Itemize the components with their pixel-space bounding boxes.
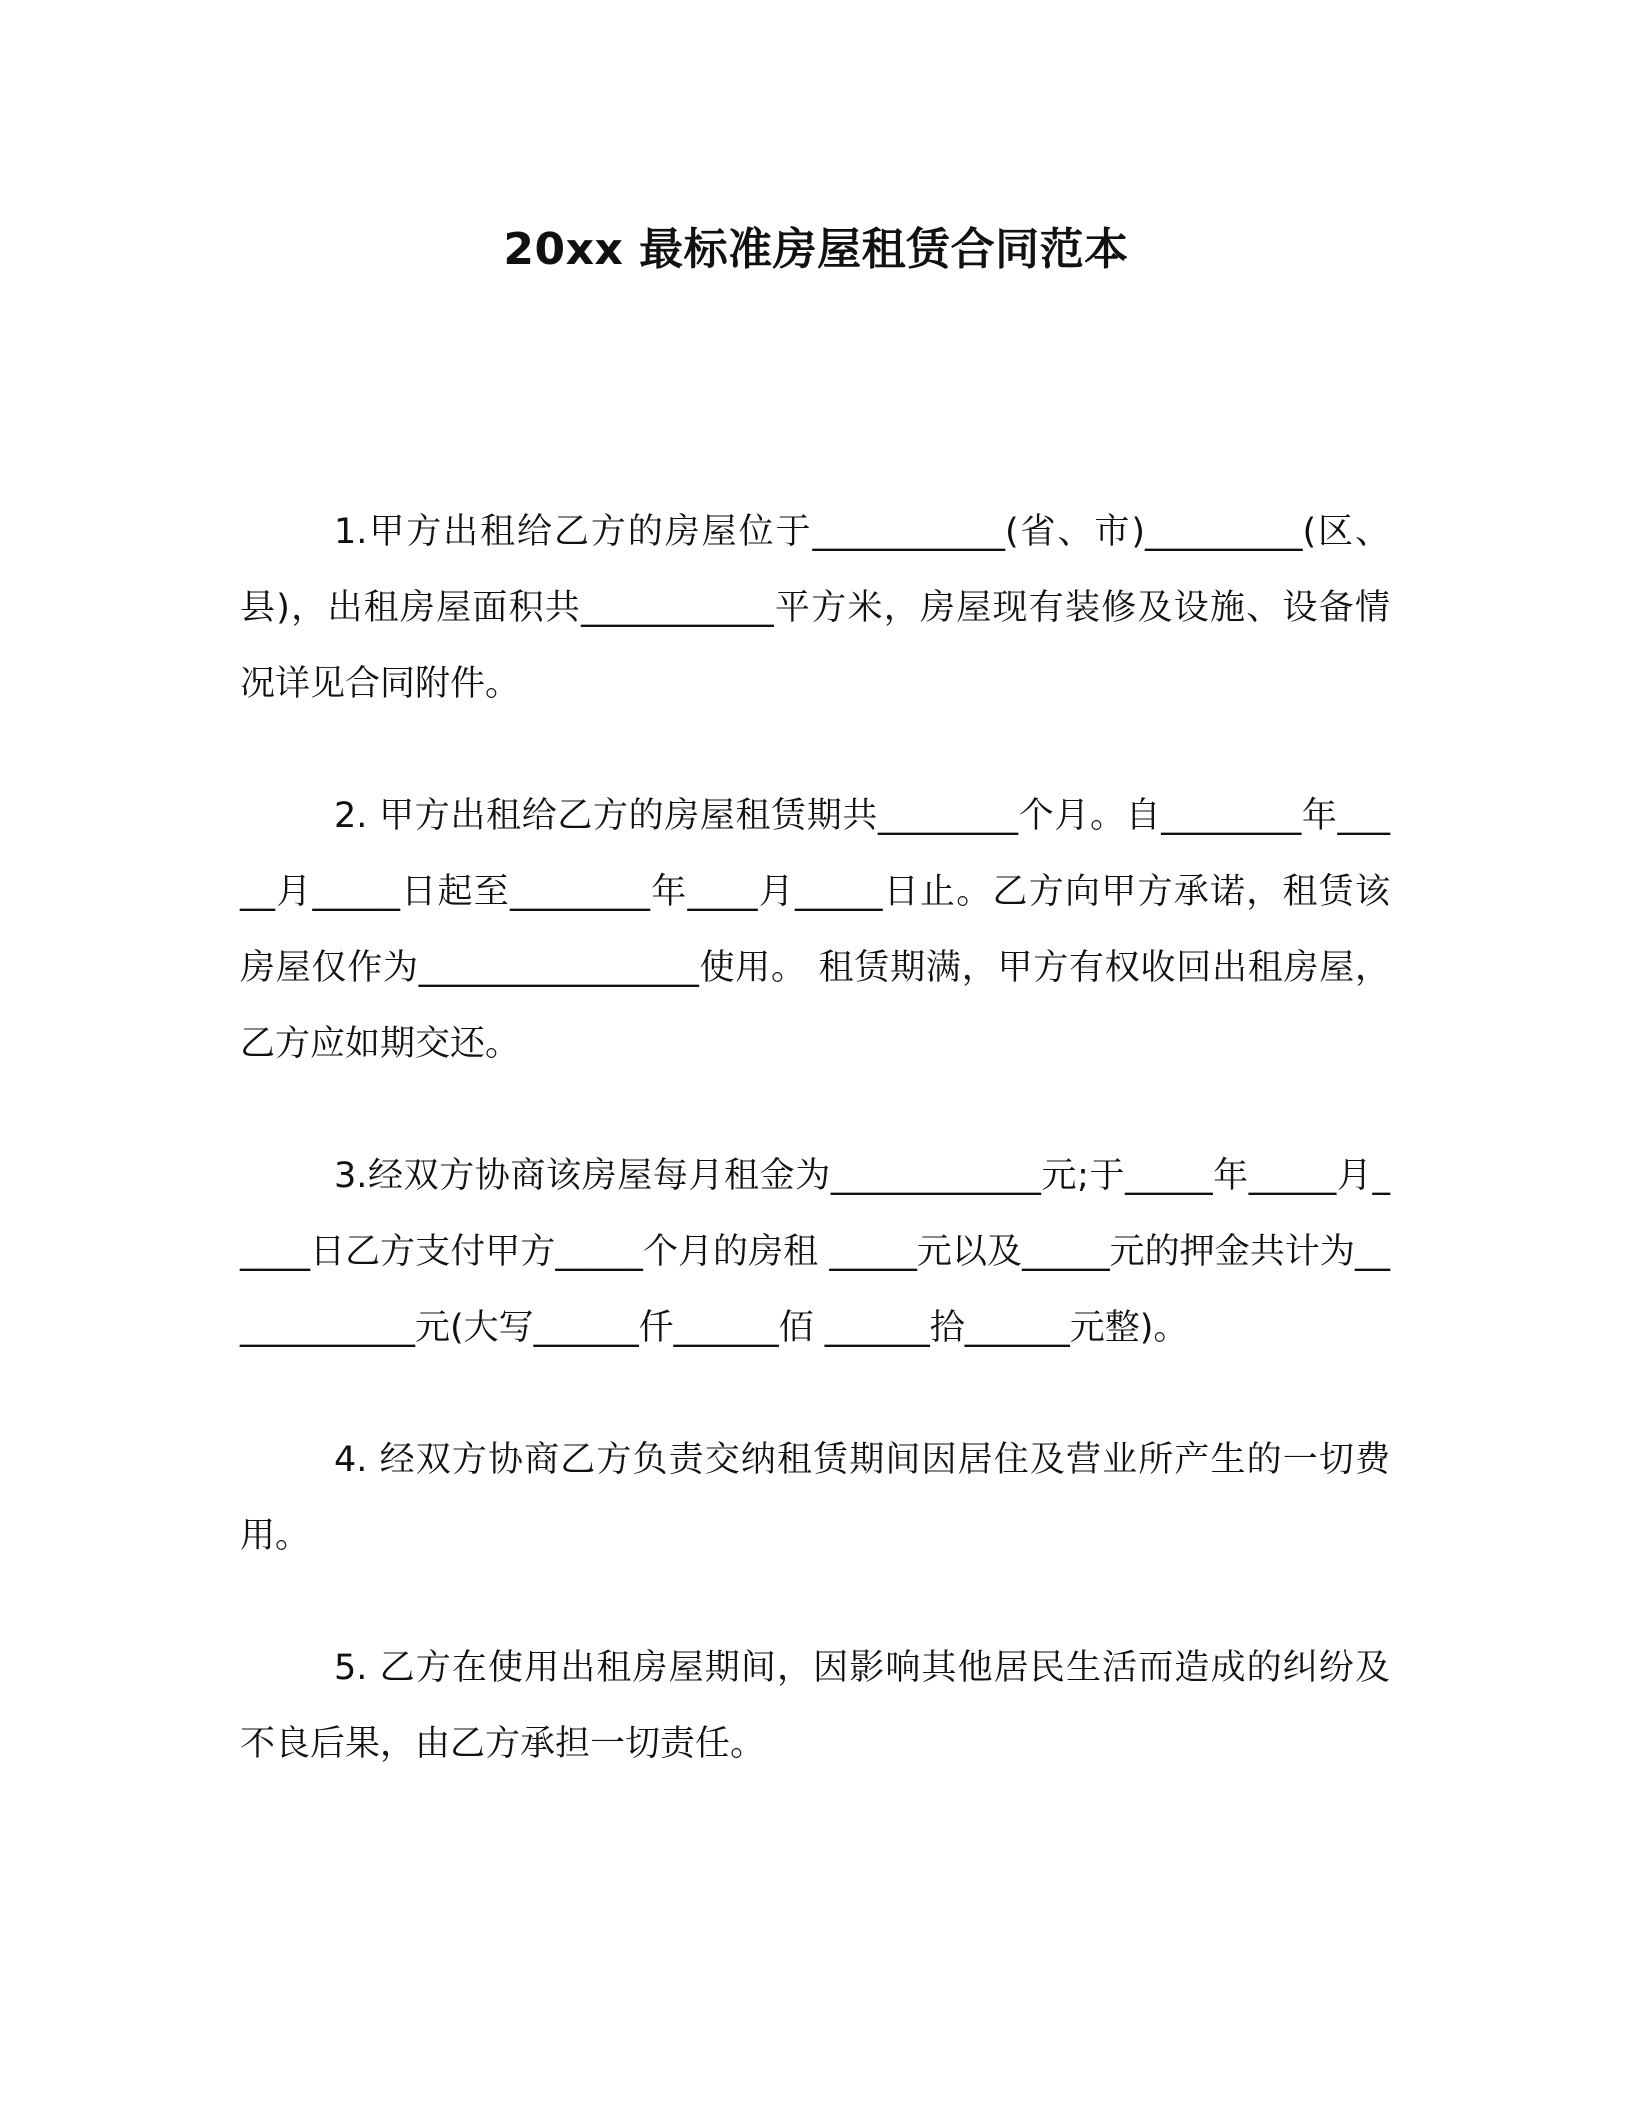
document-title: 20xx 最标准房屋租赁合同范本 [503,224,1129,275]
clause-3: 3.经双方协商该房屋每月租金为____________元;于_____年_____月_____日乙方支付甲方_____个月的房租 _____元以及_____元的押金共计为____________元(大写______仟______佰 ______拾______元整)。 [240,1156,1390,1348]
document-body [240,494,1390,1838]
clause-2: 2. 甲方出租给乙方的房屋租赁期共________个月。自________年_____月_____日起至________年____月_____日止。乙方向甲方承诺，租赁该房屋仅作为________________使用。 租赁期满，甲方有权收回出租房屋，乙方应如期交还。 [240,796,1390,1064]
clause-4: 4. 经双方协商乙方负责交纳租赁期间因居住及营业所产生的一切费用。 [240,1440,1390,1556]
clause-1: 1.甲方出租给乙方的房屋位于___________(省、市)_________(区、县)，出租房屋面积共___________平方米，房屋现有装修及设施、设备情况详见合同附件。 [240,512,1390,704]
clause-5: 5. 乙方在使用出租房屋期间，因影响其他居民生活而造成的纠纷及不良后果，由乙方承担一切责任。 [240,1648,1390,1764]
